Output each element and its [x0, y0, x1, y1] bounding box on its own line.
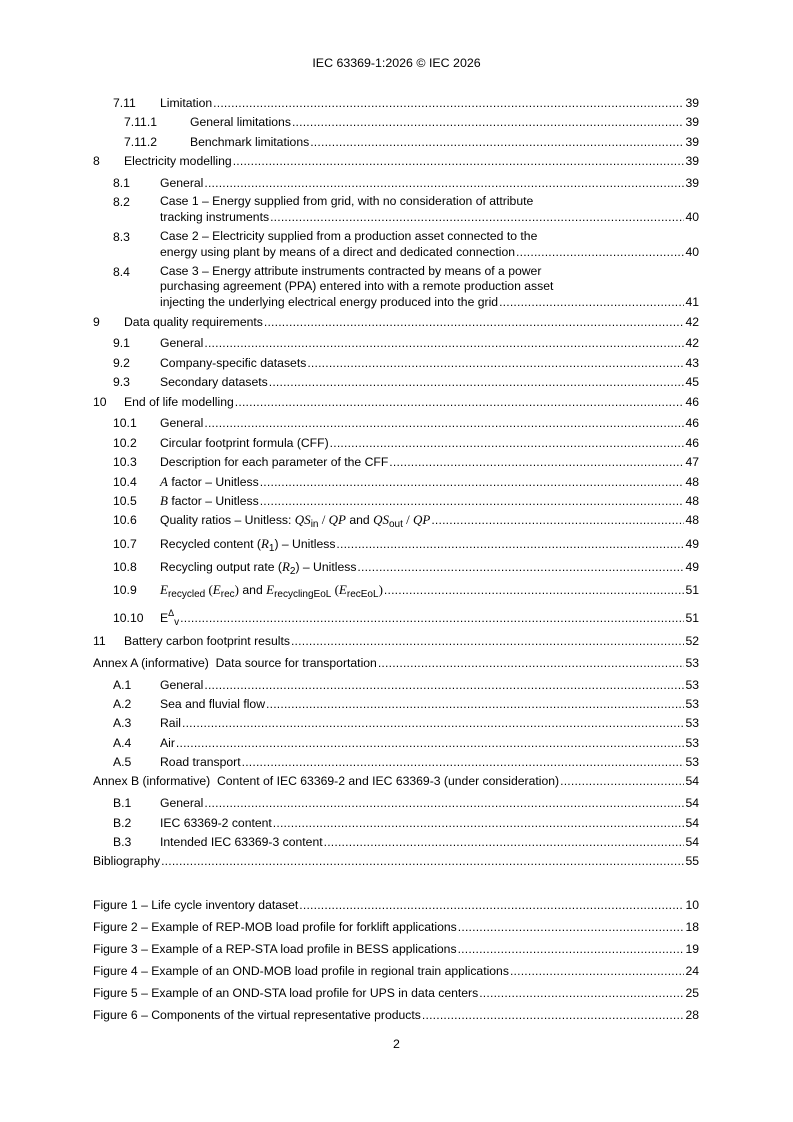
toc-entry-b-3[interactable] — [93, 834, 699, 850]
figure-entry-2[interactable] — [93, 919, 699, 935]
toc-number: 7.11 — [113, 96, 136, 110]
toc-title-line: Case 2 – Electricity supplied from a production asset connected to the — [160, 229, 538, 243]
figure-title: Figure 5 – Example of an OND-STA load profile for UPS in data centers — [93, 986, 479, 1000]
toc-page: 49 — [685, 537, 699, 551]
figure-page: 24 — [685, 964, 699, 978]
figure-entry-1[interactable] — [93, 897, 699, 913]
toc-entry-10-1[interactable] — [93, 415, 699, 431]
toc-number: 8.2 — [113, 195, 130, 209]
symbol-e: E — [160, 611, 169, 625]
figure-entry-6[interactable] — [93, 1007, 699, 1023]
toc-page: 55 — [685, 854, 699, 868]
toc-entry-8-1[interactable] — [93, 175, 699, 191]
toc-number: B.2 — [113, 816, 132, 830]
toc-entry-10-8[interactable] — [93, 559, 699, 575]
toc-number: 9 — [93, 315, 100, 329]
conjunction: and — [239, 583, 267, 597]
toc-entry-a-5[interactable] — [93, 754, 699, 770]
subscript-1: 1 — [268, 543, 275, 554]
toc-number: A.1 — [113, 678, 132, 692]
toc-title: Battery carbon footprint results — [124, 634, 290, 648]
toc-page: 40 — [685, 210, 699, 224]
toc-page: 53 — [685, 678, 699, 692]
toc-entry-a-2[interactable] — [93, 696, 699, 712]
figure-title: Figure 3 – Example of a REP-STA load profile in BESS applications — [93, 942, 457, 956]
toc-entry-9-3[interactable] — [93, 374, 699, 390]
toc-number: 10.1 — [113, 416, 137, 430]
toc-entry-annex-a[interactable] — [93, 655, 699, 671]
symbol-e: E — [212, 582, 221, 597]
toc-title: Intended IEC 63369-3 content — [160, 835, 323, 849]
toc-entry-10-9[interactable] — [93, 582, 699, 598]
toc-page: 53 — [685, 697, 699, 711]
toc-number: A.4 — [113, 736, 132, 750]
toc-title: Recycled content ( — [160, 537, 261, 551]
toc-number: 10.5 — [113, 494, 137, 508]
figure-entry-5[interactable] — [93, 985, 699, 1001]
toc-title-line: Case 1 – Energy supplied from grid, with no consideration of attribute — [160, 194, 534, 208]
toc-entry-9[interactable] — [93, 314, 699, 330]
toc-title-line: Case 3 – Energy attribute instruments contracted by means of a power — [160, 264, 542, 278]
symbol-qs: QS — [373, 512, 389, 527]
toc-number: A.2 — [113, 697, 132, 711]
toc-entry-b-1[interactable] — [93, 795, 699, 811]
toc-entry-7-11-2[interactable] — [93, 134, 699, 150]
toc-page: 53 — [685, 736, 699, 750]
toc-number: 10.6 — [113, 513, 137, 527]
paren-open: ( — [205, 582, 213, 597]
toc-entry-10-6[interactable] — [93, 512, 699, 528]
slash: / — [402, 512, 413, 527]
toc-page: 39 — [685, 115, 699, 129]
toc-entry-9-2[interactable] — [93, 355, 699, 371]
toc-title: factor – Unitless — [167, 475, 259, 489]
symbol-r: R — [260, 536, 269, 551]
toc-number: 10.3 — [113, 455, 137, 469]
toc-number: 10.2 — [113, 436, 137, 450]
toc-page: 48 — [685, 475, 699, 489]
toc-page: 39 — [685, 135, 699, 149]
toc-title: Rail — [160, 716, 181, 730]
toc-entry-10-2[interactable] — [93, 435, 699, 451]
toc-title: Secondary datasets — [160, 375, 268, 389]
toc-title: Quality ratios – Unitless: — [160, 513, 295, 527]
toc-number: A.5 — [113, 755, 132, 769]
toc-page: 41 — [685, 295, 699, 309]
toc-entry-8-2[interactable] — [93, 194, 699, 225]
toc-number: 9.1 — [113, 336, 130, 350]
toc-number: 9.3 — [113, 375, 130, 389]
toc-entry-8-3[interactable] — [93, 229, 699, 260]
toc-page: 40 — [685, 245, 699, 259]
toc-number: 10.4 — [113, 475, 137, 489]
toc-number: 8 — [93, 154, 100, 168]
toc-entry-a-4[interactable] — [93, 735, 699, 751]
toc-title: Sea and fluvial flow — [160, 697, 266, 711]
toc-page: 53 — [685, 656, 699, 670]
figure-page: 18 — [685, 920, 699, 934]
toc-number: 10 — [93, 395, 107, 409]
toc-number: 9.2 — [113, 356, 130, 370]
symbol-a: A — [160, 474, 168, 489]
figure-title: Figure 1 – Life cycle inventory dataset — [93, 898, 299, 912]
toc-entry-7-11[interactable] — [93, 95, 699, 111]
toc-title: General — [160, 796, 204, 810]
toc-page: 54 — [685, 774, 699, 788]
figure-page: 25 — [685, 986, 699, 1000]
toc-page: 39 — [685, 154, 699, 168]
toc-title: General — [160, 678, 204, 692]
toc-title: General — [160, 416, 204, 430]
toc-entry-annex-b[interactable] — [93, 773, 699, 789]
toc-page: 43 — [685, 356, 699, 370]
toc-title: Annex A (informative) Data source for transportation — [93, 656, 377, 670]
toc-number: B.3 — [113, 835, 132, 849]
toc-number: 10.10 — [113, 611, 144, 625]
toc-page: 53 — [685, 755, 699, 769]
toc-entry-8[interactable] — [93, 153, 699, 169]
symbol-e: E — [266, 582, 275, 597]
slash: / — [318, 512, 329, 527]
symbol-e: E — [338, 582, 347, 597]
toc-page: 46 — [685, 436, 699, 450]
toc-title-line: energy using plant by means of a direct and dedicated connection — [160, 245, 516, 259]
toc-title: End of life modelling — [124, 395, 234, 409]
toc-entry-10[interactable] — [93, 394, 699, 410]
toc-title-line: injecting the underlying electrical energy produced into the grid — [160, 295, 499, 309]
symbol-b: B — [160, 493, 168, 508]
toc-entry-10-4[interactable] — [93, 474, 699, 490]
figure-entry-4[interactable] — [93, 963, 699, 979]
toc-number: 8.1 — [113, 176, 130, 190]
page-number: 2 — [393, 1037, 400, 1051]
symbol-qp: QP — [328, 512, 346, 527]
toc-title: Air — [160, 736, 175, 750]
superscript-delta: Δ — [168, 608, 175, 618]
toc-title: General — [160, 336, 204, 350]
subscript-out: out — [388, 519, 403, 530]
figure-page: 28 — [685, 1008, 699, 1022]
toc-number: 8.3 — [113, 230, 130, 244]
toc-title: Data quality requirements — [124, 315, 263, 329]
toc-page: 52 — [685, 634, 699, 648]
toc-title: Recycling output rate ( — [160, 560, 282, 574]
subscript-recycled: recycled — [167, 589, 206, 600]
toc-entry-9-1[interactable] — [93, 335, 699, 351]
toc-page: 54 — [685, 816, 699, 830]
toc-entry-b-2[interactable] — [93, 815, 699, 831]
toc-title: Electricity modelling — [124, 154, 232, 168]
paren-open: ( — [331, 582, 339, 597]
toc-title: Company-specific datasets — [160, 356, 307, 370]
paren-close: ) — [234, 582, 239, 597]
symbol-qs: QS — [294, 512, 311, 527]
toc-entry-10-5[interactable] — [93, 493, 699, 509]
toc-entry-a-1[interactable] — [93, 677, 699, 693]
subscript-v: v — [174, 617, 180, 628]
toc-page: 47 — [685, 455, 699, 469]
symbol-qp: QP — [412, 512, 431, 527]
toc-page: 48 — [685, 513, 699, 527]
toc-page: 39 — [685, 96, 699, 110]
toc-entry-a-3[interactable] — [93, 715, 699, 731]
toc-title: Benchmark limitations — [190, 135, 310, 149]
toc-number: 11 — [93, 634, 106, 648]
toc-page: 51 — [685, 611, 699, 625]
page-header: IEC 63369-1:2026 © IEC 2026 — [312, 56, 481, 70]
toc-page: 46 — [685, 395, 699, 409]
subscript-receol: recEoL — [346, 589, 379, 600]
paren-close: ) — [378, 582, 383, 597]
toc-page: 54 — [685, 796, 699, 810]
toc-page: 42 — [685, 336, 699, 350]
toc-page: 45 — [685, 375, 699, 389]
subscript-in: in — [310, 519, 319, 530]
toc-page: 48 — [685, 494, 699, 508]
toc-entry-10-3[interactable] — [93, 454, 699, 470]
figure-title: Figure 2 – Example of REP-MOB load profile for forklift applications — [93, 920, 457, 934]
toc-title: Road transport — [160, 755, 241, 769]
toc-number: A.3 — [113, 716, 132, 730]
figure-page: 10 — [685, 898, 699, 912]
toc-page: 51 — [685, 583, 699, 597]
toc-page: 49 — [685, 560, 699, 574]
toc-title-line: purchasing agreement (PPA) entered into with a remote production asset — [160, 279, 554, 293]
subscript-rec: rec — [220, 589, 235, 600]
toc-entry-10-10[interactable] — [93, 610, 699, 626]
symbol-r: R — [281, 559, 290, 574]
toc-entry-7-11-1[interactable] — [93, 114, 699, 130]
conjunction: and — [345, 513, 374, 527]
toc-title: Bibliography — [93, 854, 161, 868]
toc-number: 10.9 — [113, 583, 137, 597]
toc-number: 8.4 — [113, 265, 130, 279]
toc-page: 42 — [685, 315, 699, 329]
toc-entry-10-7[interactable] — [93, 536, 699, 552]
figure-title: Figure 4 – Example of an OND-MOB load profile in regional train applications — [93, 964, 509, 978]
figure-entry-3[interactable] — [93, 941, 699, 957]
toc-title: Annex B (informative) Content of IEC 63369-2 and IEC 63369-3 (under consideration) — [93, 774, 560, 788]
toc-page: 46 — [685, 416, 699, 430]
subscript-recyclingeol: recyclingEoL — [274, 589, 332, 600]
toc-title-line: tracking instruments — [160, 210, 270, 224]
toc-number: 7.11.2 — [124, 135, 157, 149]
toc-number: 10.8 — [113, 560, 137, 574]
toc-number: 10.7 — [113, 537, 137, 551]
toc-page: 53 — [685, 716, 699, 730]
toc-entry-11[interactable] — [93, 633, 699, 649]
toc-title: IEC 63369-2 content — [160, 816, 272, 830]
toc-title: Circular footprint formula (CFF) — [160, 436, 329, 450]
toc-entry-bibliography[interactable] — [93, 853, 699, 869]
toc-number: 7.11.1 — [124, 115, 157, 129]
figure-title: Figure 6 – Components of the virtual representative products — [93, 1008, 421, 1022]
toc-title: General limitations — [190, 115, 291, 129]
toc-page: 54 — [685, 835, 699, 849]
subscript-2: 2 — [289, 566, 296, 577]
toc-title-suffix: ) – Unitless — [274, 537, 336, 551]
toc-entry-8-4[interactable] — [93, 264, 699, 310]
figure-page: 19 — [685, 942, 699, 956]
toc-number: B.1 — [113, 796, 132, 810]
toc-title-suffix: ) – Unitless — [295, 560, 357, 574]
symbol-e: E — [160, 582, 168, 597]
toc-title: Limitation — [160, 96, 213, 110]
toc-title: Description for each parameter of the CFF — [160, 455, 389, 469]
toc-title: General — [160, 176, 204, 190]
toc-title: factor – Unitless — [167, 494, 259, 508]
toc-page: 39 — [685, 176, 699, 190]
